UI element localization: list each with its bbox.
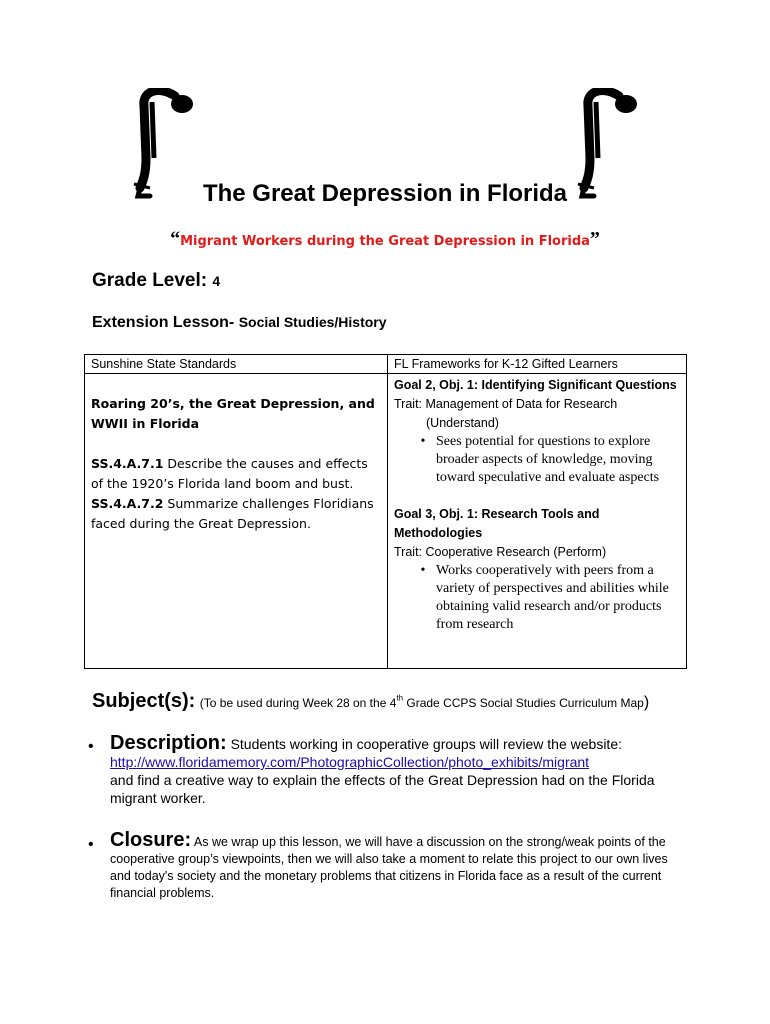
standard-text: Describe the causes and effects of the 1920’s Florida land boom and bust. — [91, 456, 368, 491]
subjects-note-pre: (To be used during Week 28 on the 4 — [199, 696, 397, 710]
subtitle-text: Migrant Workers during the Great Depression in Florida — [180, 234, 590, 249]
standard-item — [91, 494, 381, 534]
grade-value: 4 — [212, 273, 221, 289]
closure-text: As we wrap up this lesson, we will have a discussion on the strong/weak points of the cooperative group’s viewpoints, then we will also take a moment to relate this project to our own lives and today's society and the monetary problems that citizens in Florida face as a result of the current financial problems. — [110, 835, 668, 900]
description-label: Description: — [110, 732, 227, 754]
extension-lesson — [92, 314, 387, 332]
goal2-bullet-text: Sees potential for questions to explore broader aspects of knowledge, moving toward speculative and evaluate aspects — [436, 434, 660, 485]
goal2-mode: (Understand) — [426, 416, 499, 430]
close-quote: ” — [589, 228, 600, 250]
bullet-icon: • — [88, 836, 94, 853]
standard-code: SS.4.A.7.1 — [91, 456, 164, 471]
goal3-bullet — [394, 562, 680, 634]
subjects-note-close: ) — [643, 694, 650, 711]
goal3-bullet-text: Works cooperatively with peers from a variety of perspectives and abilities while obtaining valid research and/or products from research — [436, 563, 669, 632]
page-title: The Great Depression in Florida — [202, 180, 568, 207]
extension-label: Extension Lesson- — [92, 314, 235, 331]
grade-label: Grade Level: — [92, 270, 208, 291]
bullet-icon: • — [420, 434, 426, 449]
description-link[interactable]: http://www.floridamemory.com/PhotographicCollection/photo_exhibits/migrant — [110, 754, 590, 770]
goal2-title: Goal 2, Obj. 1: Identifying Significant Questions — [394, 378, 677, 392]
subjects-note-sup: th — [396, 693, 404, 703]
right-header: FL Frameworks for K-12 Gifted Learners — [388, 355, 687, 374]
subjects-note-post: Grade CCPS Social Studies Curriculum Map — [403, 696, 644, 710]
bullet-icon: • — [420, 563, 426, 578]
closure-item — [88, 829, 690, 902]
standard-item — [91, 454, 381, 494]
standard-code: SS.4.A.7.2 — [91, 496, 164, 511]
left-cell — [85, 374, 388, 669]
standards-table — [84, 354, 687, 669]
open-quote: “ — [170, 228, 181, 250]
right-cell — [388, 374, 687, 669]
grade-level — [92, 270, 220, 292]
extension-value: Social Studies/History — [238, 314, 387, 330]
left-header: Sunshine State Standards — [85, 355, 388, 374]
left-heading: Roaring 20’s, the Great Depression, and WWII in Florida — [91, 396, 375, 431]
subtitle — [0, 228, 770, 251]
standard-text: Summarize challenges Floridians faced during the Great Depression. — [91, 496, 374, 531]
goal3-title: Goal 3, Obj. 1: Research Tools and Methodologies — [394, 507, 600, 540]
goal3-trait: Trait: Cooperative Research (Perform) — [394, 545, 607, 559]
description-text: Students working in cooperative groups will review the website: — [230, 736, 622, 752]
goal2-bullet — [394, 433, 680, 487]
subjects-label: Subject(s): — [92, 690, 196, 712]
closure-label: Closure: — [110, 829, 192, 851]
goal2-trait: Trait: Management of Data for Research — [394, 397, 618, 411]
bullet-icon: • — [88, 738, 94, 755]
description-item — [88, 732, 690, 807]
description-text-2: and find a creative way to explain the effects of the Great Depression had on the Florida migrant worker. — [110, 772, 655, 806]
subjects — [92, 690, 649, 713]
